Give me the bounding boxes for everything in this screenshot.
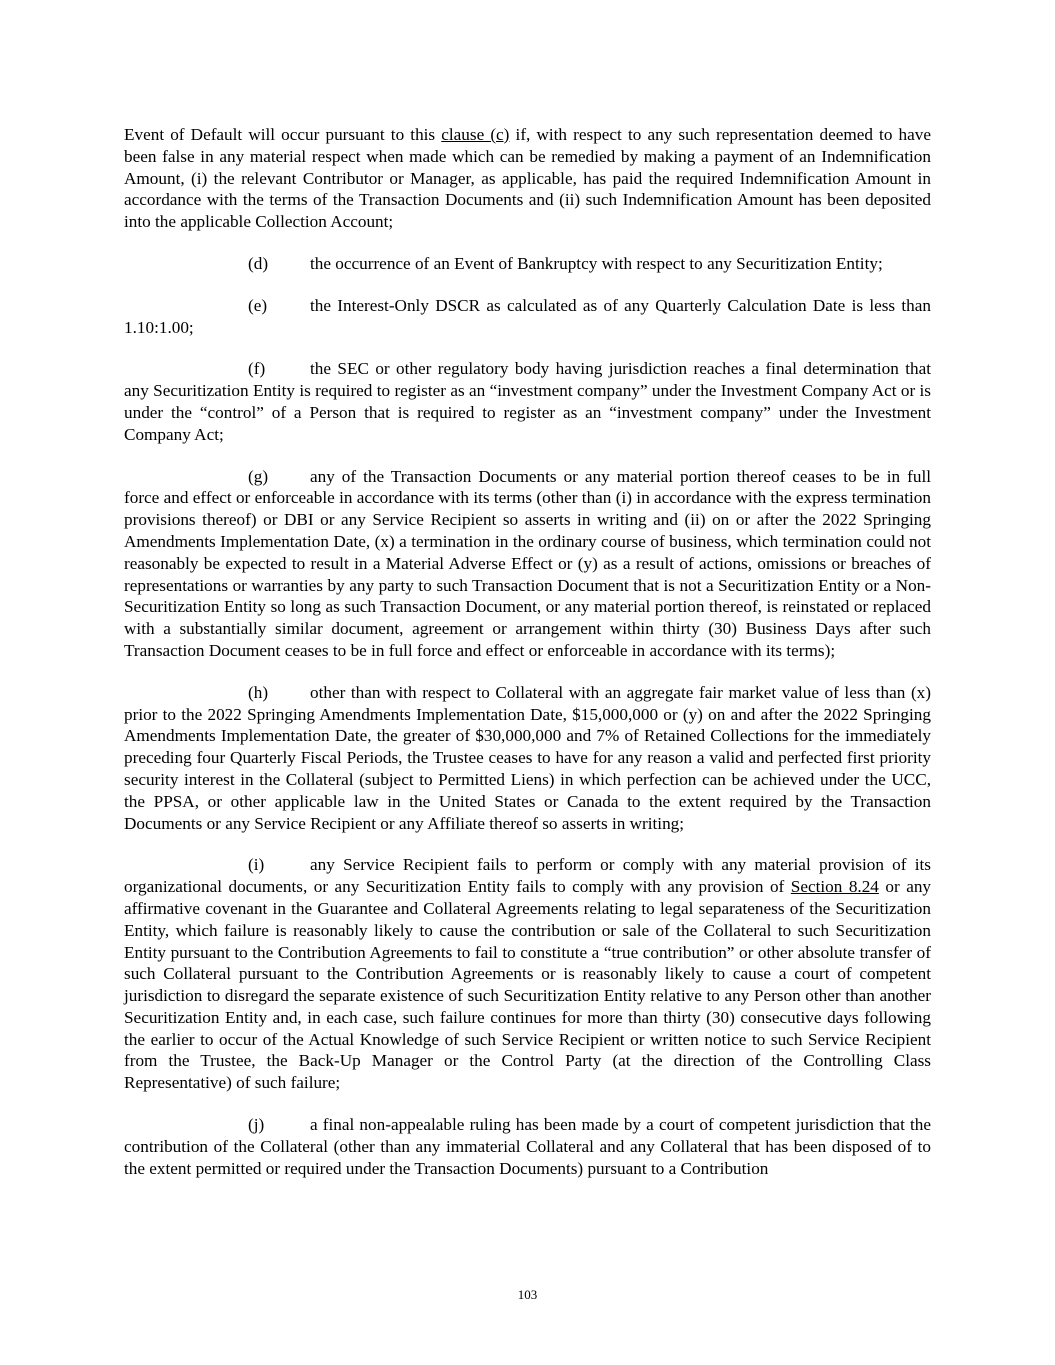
- clause-label: (h): [248, 682, 269, 702]
- clause-c-reference: clause (c): [441, 125, 510, 144]
- clause-label: (g): [248, 466, 269, 486]
- clause-h: [124, 682, 931, 835]
- clause-f: [124, 358, 931, 445]
- clause-d: [124, 253, 931, 275]
- clause-label: (e): [248, 295, 268, 315]
- clause-text: the occurrence of an Event of Bankruptcy with respect to any Securitization Entity;: [310, 253, 883, 273]
- clause-label: (i): [248, 855, 265, 875]
- clause-label: (d): [248, 253, 269, 273]
- clause-text: any of the Transaction Documents or any material portion thereof ceases to be in full force and effect or enforceable in accordance with its terms (other than (i) in accordance with the express termination provisions thereof) or DBI or any Service Recipient so asserts in writing and (ii) on or after the 2022 Springing Amendments Implementation Date, (x) a termination in the ordinary course of business, which termination could not reasonably be expected to result in a Material Adverse Effect or (y) as a result of actions, omissions or breaches of representations or warranties by any party to such Transaction Document that is not a Securitization Entity or a Non-Securitization Entity so long as such Transaction Document, or any material portion thereof, is reinstated or replaced with a substantially similar document, agreement or arrangement within thirty (30) Business Days after such Transaction Document ceases to be in full force and effect or enforceable in accordance with its terms);: [124, 466, 931, 660]
- clause-label: (f): [248, 359, 266, 379]
- clause-text: the Interest-Only DSCR as calculated as of any Quarterly Calculation Date is less than 1.10:1.00;: [124, 295, 931, 337]
- document-body: [124, 124, 931, 1199]
- section-8-24-reference: Section 8.24: [790, 877, 879, 897]
- clause-text: the SEC or other regulatory body having jurisdiction reaches a final determination that any Securitization Entity is required to register as an “investment company” under the Investment Company Act or is under the “control” of a Person that is required to register as an “investment company” under the Investment Company Act;: [124, 359, 931, 444]
- lead-paragraph: Event of Default will occur pursuant to this clause (c) if, with respect to any such representation deemed to have been false in any material respect when made which can be remedied by making a payment of an Indemnification Amount, (i) the relevant Contributor or Manager, as applicable, has paid the required Indemnification Amount in accordance with the terms of the Transaction Documents and (ii) such Indemnification Amount has been deposited into the applicable Collection Account;: [124, 125, 931, 232]
- clause-j: [124, 1114, 931, 1179]
- clause-i: [124, 854, 931, 1094]
- clause-text: a final non-appealable ruling has been made by a court of competent jurisdiction that the contribution of the Collateral (other than any immaterial Collateral and any Collateral that has been disposed of to the extent permitted or required under the Transaction Documents) pursuant to a Contribution: [124, 1115, 931, 1178]
- clause-text: any Service Recipient fails to perform or comply with any material provision of its organizational documents, or any Securitization Entity fails to comply with any provision of: [124, 855, 931, 897]
- clause-label: (j): [248, 1115, 265, 1135]
- clause-text-continued: or any affirmative covenant in the Guarantee and Collateral Agreements relating to legal separateness of the Securitization Entity, which failure is reasonably likely to cause the contribution or sale of the Collateral to such Securitization Entity pursuant to the Contribution Agreements to fail to constitute a “true contribution” or other absolute transfer of such Collateral pursuant to the Contribution Agreements or is reasonably likely to cause a court of competent jurisdiction to disregard the separate existence of such Securitization Entity relative to any Person other than another Securitization Entity and, in each case, such failure continues for more than thirty (30) consecutive days following the earlier to occur of the Actual Knowledge of such Service Recipient or written notice to such Service Recipient from the Trustee, the Back-Up Manager or the Control Party (at the direction of the Controlling Class Representative) of such failure;: [124, 877, 932, 1093]
- page-number: 103: [517, 1287, 538, 1302]
- clause-e: [124, 295, 931, 339]
- clause-text: other than with respect to Collateral with an aggregate fair market value of less than (x) prior to the 2022 Springing Amendments Implementation Date, $15,000,000 or (y) on and after the 2022 Springing Amendments Implementation Date, the greater of $30,000,000 and 7% of Retained Collections for the immediately preceding four Quarterly Fiscal Periods, the Trustee ceases to have for any reason a valid and perfected first priority security interest in the Collateral (subject to Permitted Liens) in which perfection can be achieved under the UCC, the PPSA, or other applicable law in the United States or Canada to the extent required by the Transaction Documents or any Service Recipient or any Affiliate thereof so asserts in writing;: [124, 682, 931, 833]
- clause-g: [124, 466, 931, 662]
